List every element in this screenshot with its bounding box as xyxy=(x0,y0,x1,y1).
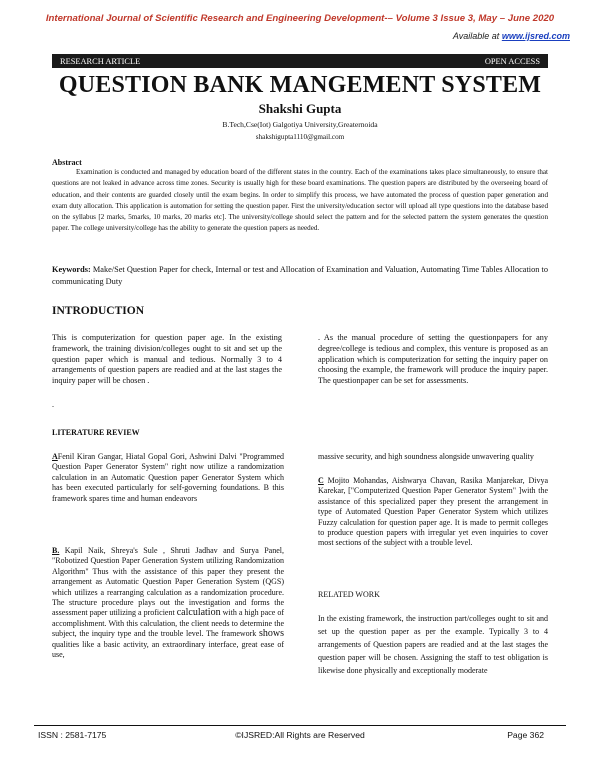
item-b-marker: B. xyxy=(52,546,60,555)
item-b-text-3: qualities like a basic activity, an extraordinary interface, great ease of use, xyxy=(52,639,284,660)
footer-divider xyxy=(34,725,566,726)
item-b-text-2: with a high pace of accomplishment. With this calculation, the client needs to determine the subject, the inquiry type and the trouble level. The framework xyxy=(52,608,284,639)
introduction-col2: . As the manual procedure of setting the questionpapers for any degree/college is tedious and complex, this venture is proposed as an application which is computerization for setting the inquiry paper on choosing the example, the framework will produce the inquiry paper. The questionpaper can be set for assessments. xyxy=(318,333,548,386)
article-type-band xyxy=(52,54,548,68)
author-affiliation: B.Tech,Cse(Iot) Galgotiya University,Greaternoida xyxy=(222,120,378,129)
literature-item-b xyxy=(52,546,284,660)
literature-item-a xyxy=(52,452,284,504)
keywords-text: Make/Set Question Paper for check, Internal or test and Allocation of Examination and Valuation, Automating Time Tables Allocation to communicating Duty xyxy=(52,265,549,286)
research-article-label: RESEARCH ARTICLE xyxy=(60,56,141,66)
open-access-label: OPEN ACCESS xyxy=(484,56,540,66)
author-email: shakshigupta1110@gmail.com xyxy=(255,133,345,141)
introduction-col1: This is computerization for question paper age. In the existing framework, the training division/colleges ought to sit and set up the question paper which is manual and tedious. Normally 3 to 4 arrangements of question papers are readied and at the last stages the inquiry paper will be chosen . xyxy=(52,333,282,386)
paper-title: QUESTION BANK MANGEMENT SYSTEM xyxy=(58,72,542,98)
item-b-emphasis-2: shows xyxy=(258,628,284,640)
item-b-text-1: Kapil Naik, Shreya's Sule , Shruti Jadhav and Surya Panel, "Robotized Question Paper Generation System utilizing Randomization Algorithm" Thus with the assistance of this paper they present the arrangement as Automatic Question Paper Generation System (QGS) which utilizes a rearranging calculation as a randomization procedure. The structure procedure plays out the investigation and forms the assessment paper utilizing a proficient xyxy=(52,546,284,618)
journal-header: International Journal of Scientific Research and Engineering Development-– Volume 3 Issue 3, May – June 2020 xyxy=(45,13,555,24)
item-c-marker: C xyxy=(318,476,324,485)
footer-rights: ©IJSRED:All Rights are Reserved xyxy=(235,730,365,740)
item-b-emphasis-1: calculation xyxy=(176,607,221,619)
item-c-text: Mojito Mohandas, Aishwarya Chavan, Rasika Manjarekar, Divya Karekar, ["Computerized Question Paper Generator System" ]with the assistance of this specialized paper they present the arrangement in type of Automated Question Paper Generator System which utilizes Fuzzy calculation for question paper age. It is made to permit colleges to produce question papers with irregular yet even inquiries to cover most sections of the subject with a trouble level. xyxy=(318,476,548,548)
keywords-paragraph xyxy=(52,264,548,287)
item-a-text: Fenil Kiran Gangar, Hiatal Gopal Gori, Ashwini Dalvi "Programmed Question Paper Generator System" right now utilize a randomization calculation in an Automatic Question paper Generator System which has been executed particularly for self-governing foundations. B this framework spares time and human endeavors xyxy=(52,452,284,503)
author-name: Shakshi Gupta xyxy=(258,101,342,116)
available-prefix: Available at xyxy=(452,31,500,41)
abstract-heading: Abstract xyxy=(52,158,82,167)
introduction-heading: INTRODUCTION xyxy=(52,305,145,317)
related-work-text: In the existing framework, the instruction part/colleges ought to sit and set up the question paper as per the example. Typically 3 to 4 arrangements of Question papers are readied and at the last stages the question paper will be chosen. Assigning the staff to test obligation is likewise done physically and exceptionally moderate xyxy=(318,614,548,675)
abstract-text: Examination is conducted and managed by education board of the different states in the country. Each of the examinations takes place simultaneously, to ensure that questions are not leaked in advance across time zones. Security is usually high for these board examinations. The question papers are distributed by the overseeing board of education, and their contents are guarded closely until the exam begins. In order to simplify this process, we have automated the process of question paper generation and exam duty allocation. This application is automation for setting the question paper. First the university/education sector will upload all type questions into the database based on the syllabus [2 marks, 5marks, 10 marks, 20 marks etc]. The university/college should select the pattern and for the selected pattern the system generates the question paper. The college university/college has the ability to generate the question papers as needed. xyxy=(52,168,548,233)
footer-page-number: Page 362 xyxy=(507,730,544,740)
literature-item-b-continued: massive security, and high soundness alongside unwavering quality xyxy=(318,452,534,461)
footer-issn: ISSN : 2581-7175 xyxy=(38,730,107,740)
trailing-dot: . xyxy=(52,400,54,409)
keywords-label: Keywords: xyxy=(52,265,91,274)
literature-review-heading: LITERATURE REVIEW xyxy=(52,428,140,437)
availability-line xyxy=(453,31,570,41)
literature-item-c xyxy=(318,476,548,549)
journal-url-link[interactable]: www.ijsred.com xyxy=(501,31,570,41)
related-work-heading: RELATED WORK xyxy=(318,590,380,599)
item-a-marker: A xyxy=(52,452,58,461)
